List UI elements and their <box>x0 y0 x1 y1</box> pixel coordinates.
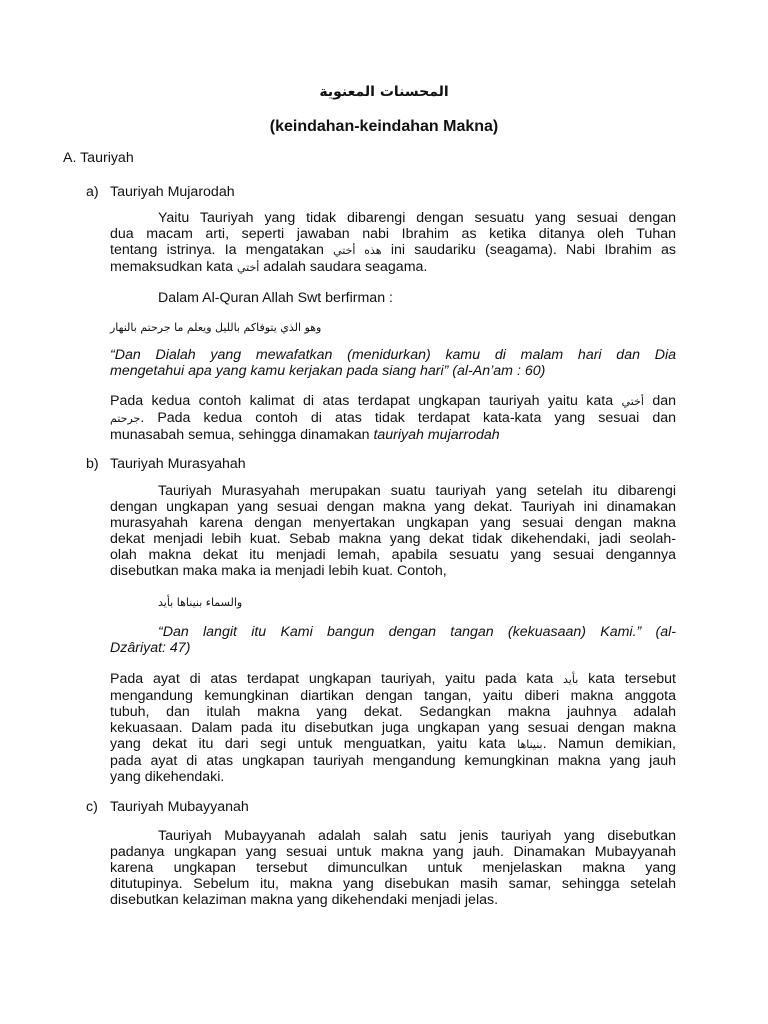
para-b1-line4: dekat menjadi lebih kuat. Sebab makna yang dekat tidak dikehendaki, jadi seolah- <box>110 531 676 547</box>
para-a1-line3b: ini saudariku (seagama). Nabi Ibrahim as <box>390 242 676 258</box>
para-b1-line6: disebutkan maka maka ia menjadi lebih kuat. Contoh, <box>110 563 447 579</box>
heading-a-text: Tauriyah Mujarodah <box>110 184 235 200</box>
para-b2-line6: pada ayat di atas ungkapan tauriyah mengandung kemungkinan makna yang jauh <box>110 753 676 769</box>
translation-a-line2: mengetahui apa yang kamu kerjakan pada siang hari” (al-An’am : 60) <box>110 363 546 379</box>
para-a2-line3a: munasabah semua, sehingga dinamakan <box>110 427 370 443</box>
para-c1-line3: karena ungkapan tersebut dimunculkan untuk menjelaskan makna yang <box>110 860 676 876</box>
section-a-heading: A. Tauriyah <box>63 150 134 166</box>
para-a2-line1b: dan <box>652 393 676 409</box>
para-a1 <box>110 210 676 276</box>
arabic-word: أختي <box>236 261 260 274</box>
label-c: c) <box>86 799 98 815</box>
subheading-a <box>86 184 235 200</box>
subheading-b <box>86 456 246 472</box>
para-c1-line5: disebutkan kelaziman makna yang dikehendaki menjadi jelas. <box>110 892 499 908</box>
label-a: a) <box>86 184 99 200</box>
para-b2-line2: mengandung kemungkinan diartikan dengan tangan, yaitu diberi makna anggota <box>110 688 676 704</box>
para-a1-line4a: memaksudkan kata <box>110 259 234 275</box>
para-b1-line5: olah makna dekat itu menjadi lemah, apabila sesuatu yang sesuai dengannya <box>110 547 676 563</box>
para-b2-line5b: . Namun demikian, <box>542 736 677 752</box>
para-c1 <box>110 828 676 908</box>
para-c1-line4: ditutupinya. Sebelum itu, makna yang disebukan masih samar, sehingga setelah <box>110 876 676 892</box>
para-b1-line2: dengan ungkapan yang sesuai dengan makna yang dekat. Tauriyah ini dinamakan <box>110 499 676 515</box>
arabic-ayah-b: والسماء بنيناها بأيد <box>158 596 243 609</box>
title-latin: (keindahan-keindahan Makna) <box>269 118 499 135</box>
arabic-word: بنيناها <box>517 738 543 751</box>
arabic-word: جرحتم <box>110 412 141 425</box>
translation-b-line1: “Dan langit itu Kami bangun dengan tangan (kekuasaan) Kami.” (al- <box>158 624 676 640</box>
heading-c-text: Tauriyah Mubayyanah <box>110 799 249 815</box>
para-b1-line3: murasyahah karena dengan menyertakan ungkapan yang sesuai dengan makna <box>110 515 676 531</box>
para-a2 <box>110 393 676 443</box>
para-b2-line5a: yang dekat itu dari segi untuk menguatkan, yaitu kata <box>110 736 506 752</box>
para-b2-line4: kekuasaan. Dalam pada itu disebutkan juga ungkapan yang sesuai dengan makna <box>110 720 676 736</box>
para-b2-line1b: kata tersebut <box>588 671 676 687</box>
arabic-phrase: هذه أختي <box>333 244 382 257</box>
para-c1-line1: Tauriyah Mubayyanah adalah salah satu jenis tauriyah yang disebutkan <box>158 828 676 844</box>
para-a1-line1: Yaitu Tauriyah yang tidak dibarengi dengan sesuatu yang sesuai dengan <box>158 210 676 226</box>
firman-line: Dalam Al-Quran Allah Swt berfirman : <box>158 290 393 306</box>
para-b2-line1a: Pada ayat di atas terdapat ungkapan tauriyah, yaitu pada kata <box>110 671 554 687</box>
para-b1 <box>110 483 676 579</box>
arabic-ayah-a: وهو الذي يتوفاكم بالليل ويعلم ما جرحتم بالنهار <box>110 321 322 334</box>
translation-b-line2: Dzâriyat: 47) <box>110 640 191 656</box>
heading-b-text: Tauriyah Murasyahah <box>110 456 246 472</box>
para-b1-line1: Tauriyah Murasyahah merupakan suatu tauriyah yang setelah itu dibarengi <box>158 483 676 499</box>
para-b2-line7: yang dikehendaki. <box>110 769 225 785</box>
para-a1-line3a: tentang istrinya. Ia mengatakan <box>110 242 324 258</box>
para-a1-line4b: adalah saudara seagama. <box>263 259 428 275</box>
subheading-c <box>86 799 249 815</box>
arabic-word: بأيد <box>563 673 579 686</box>
label-b: b) <box>86 456 99 472</box>
para-c1-line2: padanya ungkapan yang sesuai untuk makna yang jauh. Dinamakan Mubayyanah <box>110 844 676 860</box>
para-a2-line2b: . Pada kedua contoh di atas tidak terdapat kata-kata yang sesuai dan <box>140 410 676 426</box>
para-b2 <box>110 671 676 785</box>
translation-a <box>110 347 676 379</box>
para-a2-line1a: Pada kedua contoh kalimat di atas terdapat ungkapan tauriyah yaitu kata <box>110 393 614 409</box>
para-a1-line2: dua macam arti, seperti jawaban nabi Ibrahim as ketika ditanya oleh Tuhan <box>110 226 676 242</box>
translation-a-line1: “Dan Dialah yang mewafatkan (menidurkan) kamu di malam hari dan Dia <box>110 347 676 363</box>
term-mujarrodah: tauriyah mujarrodah <box>373 427 500 443</box>
arabic-word: أختي <box>621 395 644 408</box>
para-b2-line3: tubuh, dan itulah makna yang dekat. Sedangkan makna jauhnya adalah <box>110 704 676 720</box>
translation-b <box>110 624 676 656</box>
title-arabic: المحسنات المعنوية <box>319 84 449 100</box>
